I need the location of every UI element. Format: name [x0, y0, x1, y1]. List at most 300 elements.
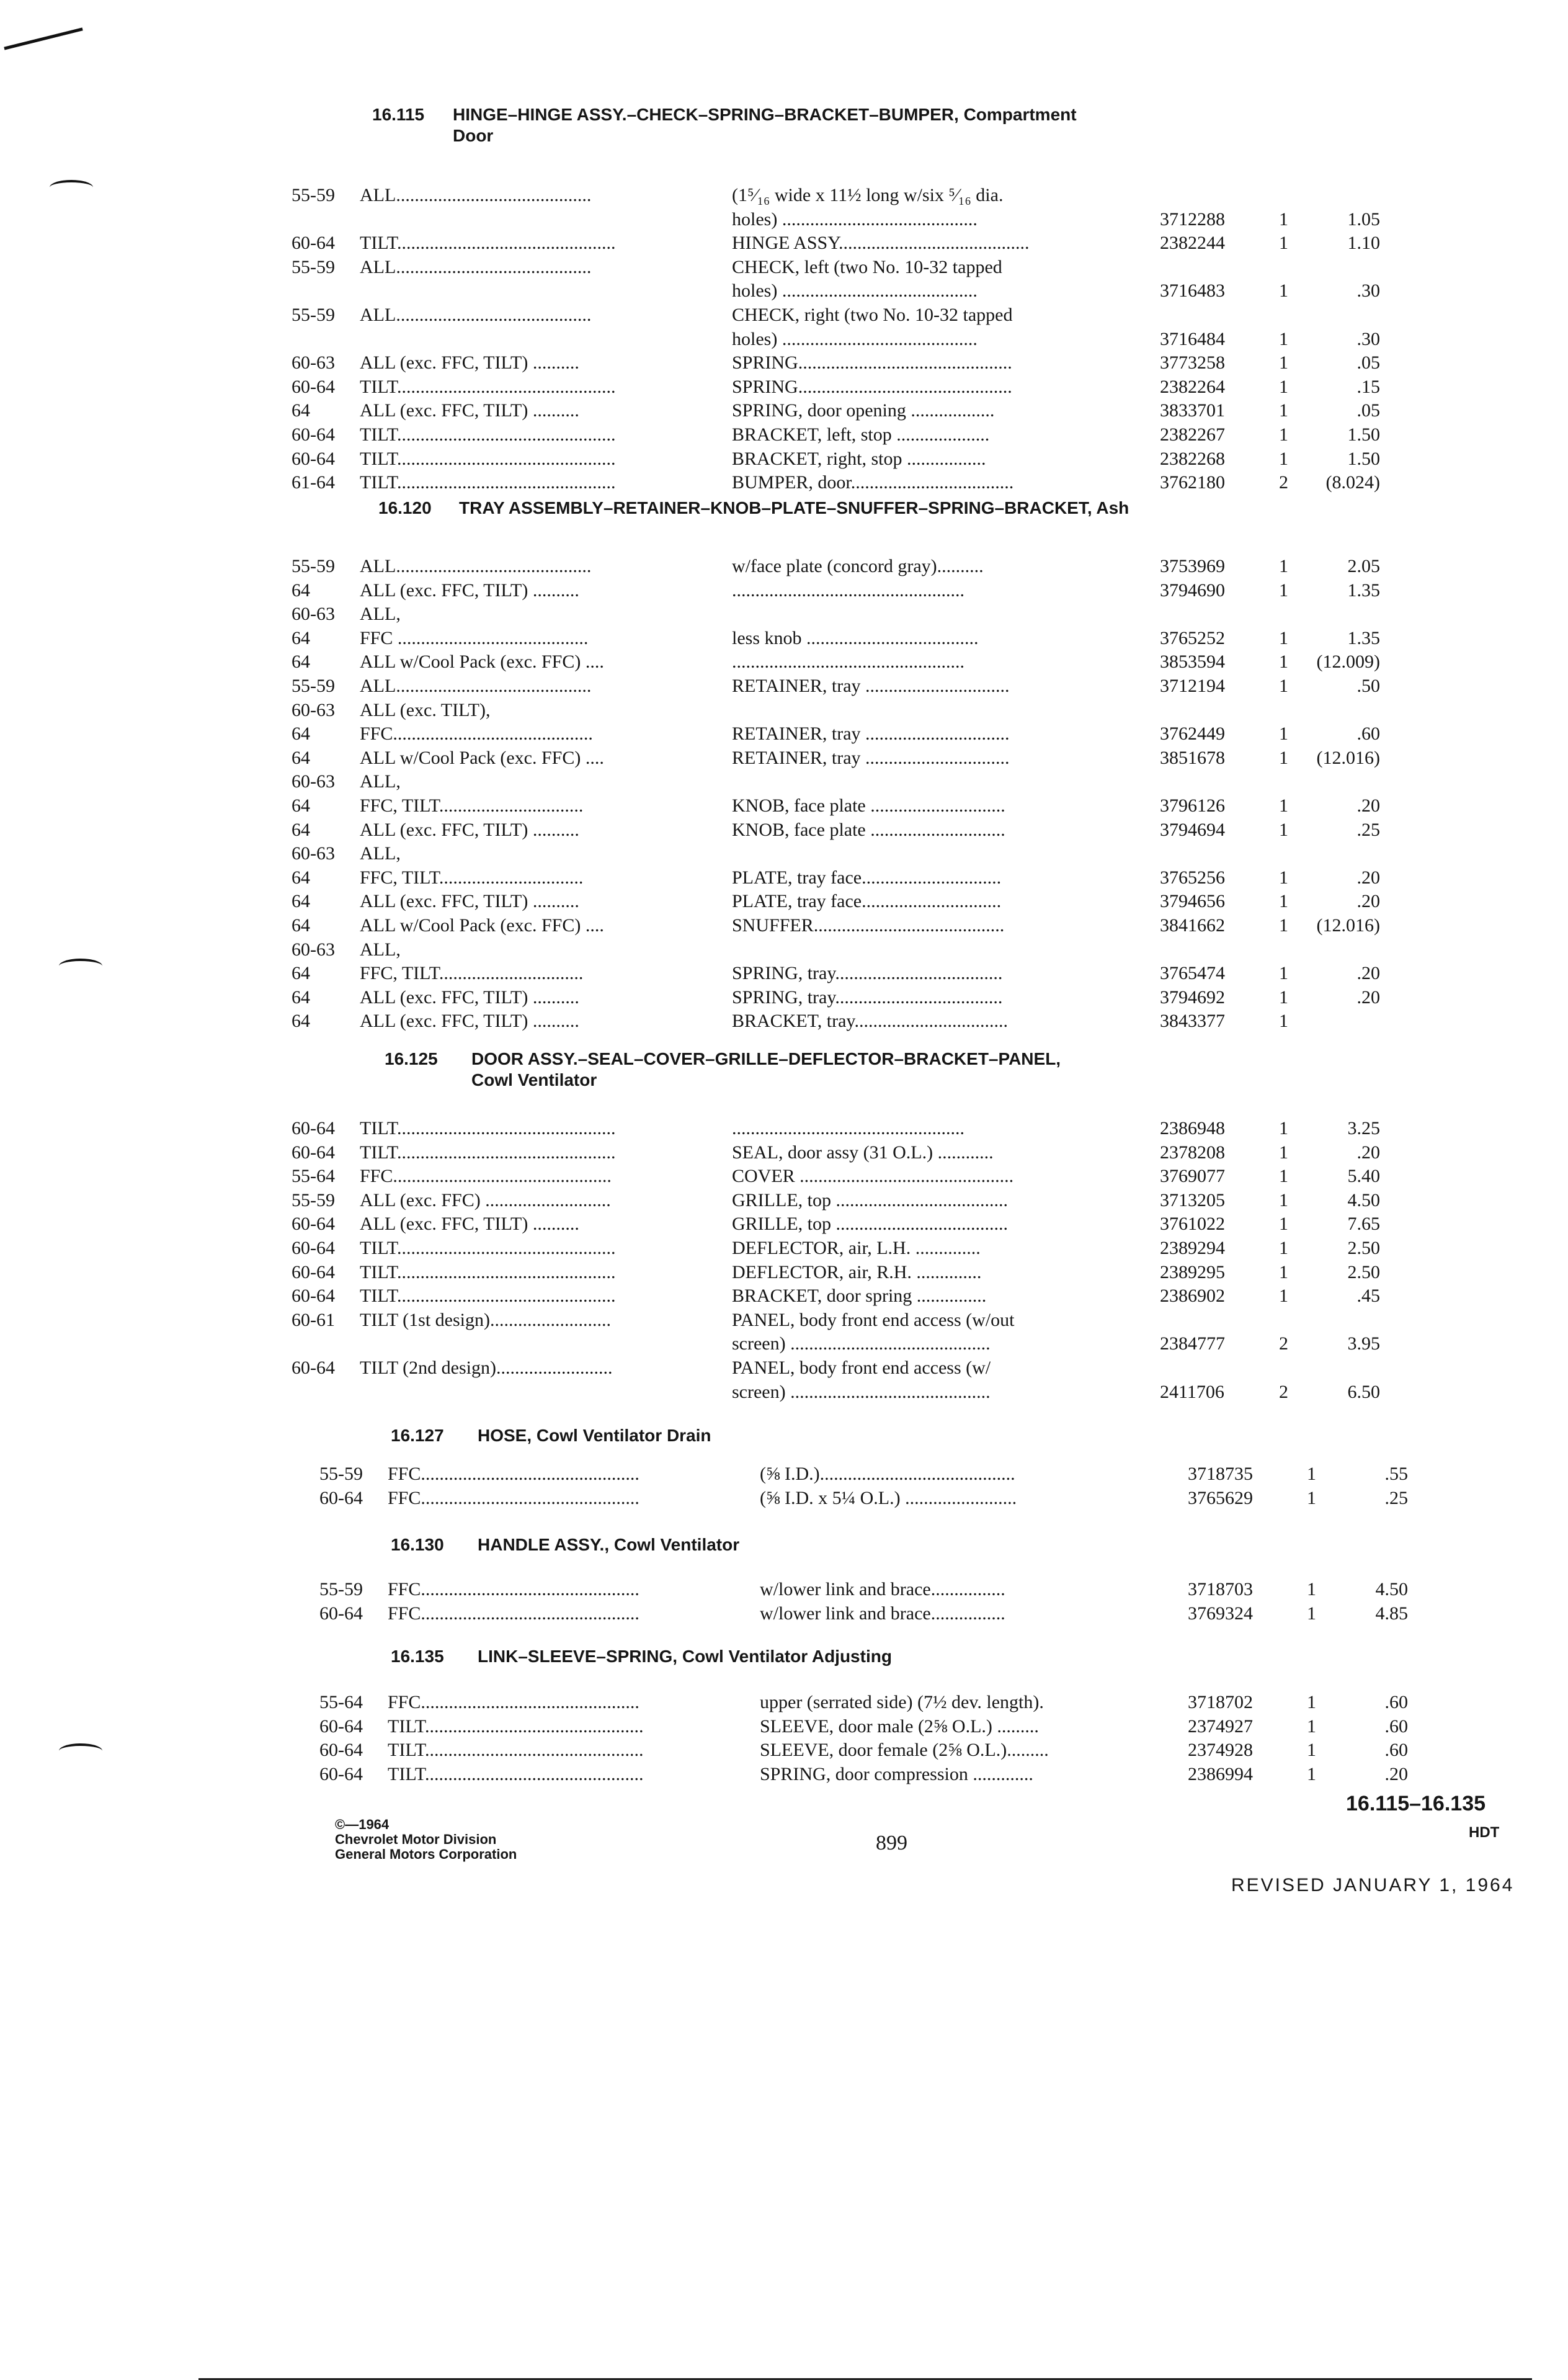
part-number: 3713205	[1160, 1189, 1225, 1210]
table-row	[292, 447, 1396, 472]
quantity: 1	[1279, 627, 1288, 648]
scan-mark	[4, 27, 82, 50]
part-description: KNOB, face plate .............................	[732, 819, 1005, 840]
part-description: holes) ..........................................	[732, 208, 978, 230]
model-year: 55-59	[292, 256, 335, 277]
list-price: .30	[1356, 280, 1380, 302]
part-description: CHECK, right (two No. 10-32 tapped	[732, 304, 1013, 325]
parts-table	[319, 1691, 1423, 1786]
table-row	[292, 938, 1396, 962]
quantity: 1	[1279, 986, 1288, 1008]
model-year: 60-64	[292, 233, 335, 254]
model-applicability: TILT...............................................	[388, 1740, 644, 1761]
list-price: 4.50	[1375, 1579, 1408, 1599]
table-row	[292, 627, 1396, 651]
quantity: 1	[1279, 376, 1288, 397]
part-number: 3753969	[1160, 556, 1225, 576]
model-year: 60-63	[292, 699, 335, 720]
part-description: BRACKET, right, stop .................	[732, 448, 986, 469]
model-applicability: TILT...............................................	[360, 233, 616, 254]
model-applicability: ALL..........................................	[360, 675, 592, 696]
part-number: 2374928	[1188, 1740, 1253, 1761]
part-number: 2374927	[1188, 1716, 1253, 1737]
part-description: ..................................................	[732, 579, 964, 601]
model-applicability: FFC...............................................	[388, 1692, 639, 1712]
model-applicability: ALL,	[360, 771, 401, 792]
quantity: 1	[1279, 1214, 1288, 1235]
model-applicability: FFC .........................................	[360, 627, 589, 648]
part-description: GRILLE, top .....................................	[732, 1214, 1008, 1235]
table-row	[319, 1462, 1423, 1487]
model-applicability: FFC...............................................	[388, 1603, 639, 1624]
model-applicability: ALL (exc. FFC, TILT) ..........	[360, 891, 579, 912]
part-description: SPRING..............................................	[732, 376, 1012, 397]
model-year: 55-59	[292, 675, 335, 696]
list-price: 4.50	[1347, 1189, 1380, 1210]
part-number: 3716483	[1160, 280, 1225, 302]
list-price: .20	[1356, 891, 1380, 912]
parts-table	[319, 1578, 1423, 1626]
model-year: 55-59	[319, 1579, 363, 1599]
table-row	[292, 184, 1396, 208]
table-row	[292, 1284, 1396, 1309]
page-number: 899	[876, 1832, 907, 1854]
parts-table	[292, 184, 1396, 495]
list-price: .30	[1356, 328, 1380, 349]
part-number: 2386902	[1160, 1286, 1225, 1307]
model-applicability: FFC...............................................	[388, 1487, 639, 1508]
model-year: 64	[292, 627, 310, 648]
part-number: 3765252	[1160, 627, 1225, 648]
model-applicability: TILT...............................................	[360, 1118, 616, 1139]
table-row	[292, 962, 1396, 986]
part-number: 2389294	[1160, 1237, 1225, 1258]
table-row	[292, 1356, 1396, 1380]
section-number: 16.135	[391, 1647, 444, 1666]
parts-table	[319, 1462, 1423, 1510]
model-applicability: FFC...............................................	[360, 1166, 612, 1187]
part-description: ..................................................	[732, 1118, 964, 1139]
table-row	[292, 1332, 1396, 1356]
list-price: (12.016)	[1316, 915, 1380, 936]
table-row	[292, 208, 1396, 232]
quantity: 1	[1279, 556, 1288, 576]
table-row	[292, 328, 1396, 352]
table-row	[292, 1237, 1396, 1261]
section-number: 16.115	[372, 105, 425, 124]
table-row	[292, 674, 1396, 699]
table-row	[319, 1738, 1423, 1763]
model-year: 60-64	[292, 376, 335, 397]
part-number: 2411706	[1160, 1381, 1224, 1402]
model-year: 64	[292, 867, 310, 888]
part-description: GRILLE, top .....................................	[732, 1189, 1008, 1210]
list-price: 4.85	[1375, 1603, 1408, 1624]
model-applicability: TILT...............................................	[360, 1261, 616, 1282]
list-price: 1.05	[1347, 208, 1380, 230]
model-applicability: ALL w/Cool Pack (exc. FFC) ....	[360, 915, 604, 936]
model-applicability: ALL..........................................	[360, 556, 592, 576]
list-price: .20	[1356, 867, 1380, 888]
part-number: 3843377	[1160, 1011, 1225, 1032]
parts-table	[292, 1117, 1396, 1404]
quantity: 1	[1307, 1740, 1316, 1761]
model-year: 60-63	[292, 352, 335, 374]
part-description: less knob .....................................	[732, 627, 979, 648]
section-range: 16.115–16.135	[1346, 1792, 1486, 1815]
model-year: 55-59	[292, 1189, 335, 1210]
part-number: 3841662	[1160, 915, 1225, 936]
quantity: 1	[1279, 448, 1288, 469]
quantity: 1	[1279, 233, 1288, 254]
section-number: 16.120	[378, 498, 432, 517]
part-number: 3851678	[1160, 747, 1225, 768]
list-price: .55	[1384, 1464, 1408, 1484]
model-year: 64	[292, 723, 310, 745]
part-number: 3716484	[1160, 328, 1225, 349]
part-description: screen) ...........................................	[732, 1381, 991, 1402]
model-year: 60-64	[292, 1357, 335, 1378]
model-year: 55-59	[292, 556, 335, 576]
part-number: 3765474	[1160, 963, 1225, 984]
quantity: 1	[1279, 891, 1288, 912]
scan-mark	[59, 959, 102, 973]
quantity: 1	[1279, 1189, 1288, 1210]
list-price: 1.10	[1347, 233, 1380, 254]
model-applicability: ALL,	[360, 939, 401, 960]
model-year: 60-64	[292, 1261, 335, 1282]
table-row	[292, 1117, 1396, 1141]
quantity: 1	[1279, 1286, 1288, 1307]
quantity: 1	[1279, 352, 1288, 374]
quantity: 2	[1279, 472, 1288, 493]
table-row	[292, 399, 1396, 423]
list-price: 1.35	[1347, 627, 1380, 648]
model-applicability: FFC...............................................	[388, 1464, 639, 1484]
part-number: 3762449	[1160, 723, 1225, 745]
part-description: RETAINER, tray ...............................	[732, 675, 1010, 696]
table-row	[292, 1212, 1396, 1237]
part-number: 3769324	[1188, 1603, 1253, 1624]
part-number: 3833701	[1160, 400, 1225, 421]
part-description: SPRING, door opening ..................	[732, 400, 995, 421]
table-row	[292, 1261, 1396, 1285]
part-number: 3761022	[1160, 1214, 1225, 1235]
model-year: 55-59	[292, 185, 335, 205]
part-description: BRACKET, tray.................................	[732, 1011, 1008, 1032]
model-applicability: TILT...............................................	[360, 1237, 616, 1258]
part-description: SPRING, tray....................................	[732, 963, 1003, 984]
model-applicability: FFC, TILT...............................	[360, 867, 584, 888]
scan-mark	[50, 180, 93, 195]
division-line: Chevrolet Motor Division	[335, 1832, 497, 1847]
quantity: 1	[1279, 1261, 1288, 1282]
model-applicability: TILT...............................................	[388, 1716, 644, 1737]
part-description: PLATE, tray face..............................	[732, 867, 1002, 888]
model-applicability: TILT...............................................	[360, 1286, 616, 1307]
model-applicability: TILT...............................................	[360, 376, 616, 397]
quantity: 1	[1279, 675, 1288, 696]
model-year: 60-64	[292, 1286, 335, 1307]
list-price: 3.25	[1347, 1118, 1380, 1139]
part-description: SPRING, tray....................................	[732, 986, 1003, 1008]
quantity: 1	[1279, 651, 1288, 673]
part-number: 2382244	[1160, 233, 1225, 254]
part-description: SLEEVE, door female (2⅝ O.L.).........	[760, 1740, 1049, 1761]
section-title: HINGE–HINGE ASSY.–CHECK–SPRING–BRACKET–BUMPER, Compartment	[453, 105, 1077, 124]
list-price: 2.50	[1347, 1237, 1380, 1258]
table-row	[319, 1715, 1423, 1739]
quantity: 1	[1279, 723, 1288, 745]
list-price: .50	[1356, 675, 1380, 696]
table-row	[292, 699, 1396, 723]
part-description: (⅝ I.D.)..........................................	[760, 1464, 1015, 1484]
parts-table	[292, 555, 1396, 1034]
part-number: 3712194	[1160, 675, 1225, 696]
quantity: 1	[1279, 424, 1288, 445]
part-number: 2389295	[1160, 1261, 1225, 1282]
model-applicability: FFC...............................................	[388, 1579, 639, 1599]
list-price: 1.50	[1347, 448, 1380, 469]
part-description: CHECK, left (two No. 10-32 tapped	[732, 256, 1002, 277]
part-number: 2384777	[1160, 1333, 1225, 1354]
part-number: 3794656	[1160, 891, 1225, 912]
list-price: .20	[1356, 795, 1380, 816]
corporation-line: General Motors Corporation	[335, 1846, 517, 1862]
model-year: 60-61	[292, 1309, 335, 1330]
part-number: 2378208	[1160, 1142, 1225, 1163]
table-row	[319, 1763, 1423, 1787]
table-row	[292, 256, 1396, 280]
part-number: 3718735	[1188, 1464, 1253, 1484]
quantity: 1	[1279, 867, 1288, 888]
list-price: .05	[1356, 400, 1380, 421]
model-year: 64	[292, 1011, 310, 1032]
table-row	[292, 1009, 1396, 1034]
table-row	[292, 722, 1396, 746]
table-row	[319, 1691, 1423, 1715]
part-number: 3718703	[1188, 1579, 1253, 1599]
part-description: SLEEVE, door male (2⅝ O.L.) .........	[760, 1716, 1039, 1737]
part-number: 2382264	[1160, 376, 1225, 397]
model-applicability: ALL,	[360, 604, 401, 625]
section-number: 16.130	[391, 1535, 444, 1554]
list-price: (12.016)	[1316, 747, 1380, 768]
list-price: .45	[1356, 1286, 1380, 1307]
part-description: RETAINER, tray ...............................	[732, 723, 1010, 745]
table-row	[319, 1487, 1423, 1511]
section-title: LINK–SLEEVE–SPRING, Cowl Ventilator Adjusting	[478, 1647, 892, 1666]
part-number: 3794694	[1160, 819, 1225, 840]
part-description: KNOB, face plate .............................	[732, 795, 1005, 816]
quantity: 1	[1279, 1166, 1288, 1187]
model-applicability: ALL w/Cool Pack (exc. FFC) ....	[360, 651, 604, 673]
model-applicability: TILT...............................................	[388, 1763, 644, 1784]
table-row	[292, 231, 1396, 256]
model-year: 60-64	[292, 1142, 335, 1163]
model-year: 64	[292, 579, 310, 601]
model-year: 60-64	[319, 1740, 363, 1761]
model-year: 60-64	[292, 1118, 335, 1139]
quantity: 1	[1279, 280, 1288, 302]
model-year: 64	[292, 795, 310, 816]
section-subtitle: Door	[453, 126, 494, 145]
model-year: 60-63	[292, 939, 335, 960]
part-description: BRACKET, door spring ...............	[732, 1286, 987, 1307]
part-description: BUMPER, door...................................	[732, 472, 1014, 493]
part-description: SNUFFER.........................................	[732, 915, 1005, 936]
section-subtitle: Cowl Ventilator	[471, 1070, 597, 1089]
table-row	[292, 303, 1396, 328]
model-applicability: ALL (exc. TILT),	[360, 699, 491, 720]
model-year: 60-63	[292, 771, 335, 792]
list-price: 1.35	[1347, 579, 1380, 601]
part-number: 3794690	[1160, 579, 1225, 601]
quantity: 1	[1279, 963, 1288, 984]
model-applicability: FFC, TILT...............................	[360, 795, 584, 816]
model-year: 60-63	[292, 843, 335, 864]
list-price: 3.95	[1347, 1333, 1380, 1354]
table-row	[292, 794, 1396, 818]
model-applicability: ALL (exc. FFC, TILT) ..........	[360, 819, 579, 840]
list-price: .60	[1384, 1692, 1408, 1712]
part-description: PANEL, body front end access (w/	[732, 1357, 991, 1378]
list-price: 1.50	[1347, 424, 1380, 445]
quantity: 1	[1279, 208, 1288, 230]
part-description: ..................................................	[732, 651, 964, 673]
part-description: DEFLECTOR, air, R.H. ..............	[732, 1261, 982, 1282]
model-applicability: ALL (exc. FFC, TILT) ..........	[360, 400, 579, 421]
model-year: 61-64	[292, 472, 335, 493]
part-description: SPRING, door compression .............	[760, 1763, 1033, 1784]
table-row	[319, 1602, 1423, 1626]
table-row	[292, 1165, 1396, 1189]
list-price: 5.40	[1347, 1166, 1380, 1187]
quantity: 1	[1307, 1464, 1316, 1484]
model-year: 60-64	[319, 1603, 363, 1624]
list-price: .15	[1356, 376, 1380, 397]
table-row	[292, 555, 1396, 579]
quantity: 1	[1307, 1692, 1316, 1712]
section-number: 16.127	[391, 1426, 444, 1445]
table-row	[292, 818, 1396, 843]
section-title: DOOR ASSY.–SEAL–COVER–GRILLE–DEFLECTOR–BRACKET–PANEL,	[471, 1049, 1061, 1068]
part-number: 3796126	[1160, 795, 1225, 816]
model-applicability: ALL,	[360, 843, 401, 864]
model-applicability: ALL (exc. FFC, TILT) ..........	[360, 986, 579, 1008]
list-price: .05	[1356, 352, 1380, 374]
section-title: TRAY ASSEMBLY–RETAINER–KNOB–PLATE–SNUFFER–SPRING–BRACKET, Ash	[459, 498, 1129, 517]
quantity: 2	[1279, 1333, 1288, 1354]
quantity: 1	[1279, 747, 1288, 768]
model-applicability: ALL (exc. FFC, TILT) ..........	[360, 1214, 579, 1235]
list-price: .60	[1356, 723, 1380, 745]
part-number: 3853594	[1160, 651, 1225, 673]
list-price: 6.50	[1347, 1381, 1380, 1402]
part-number: 3765629	[1188, 1487, 1253, 1508]
model-applicability: TILT (2nd design).........................	[360, 1357, 613, 1378]
quantity: 2	[1279, 1381, 1288, 1402]
quantity: 1	[1279, 1118, 1288, 1139]
model-applicability: TILT (1st design)..........................	[360, 1309, 611, 1330]
model-applicability: ALL..........................................	[360, 185, 592, 205]
quantity: 1	[1307, 1763, 1316, 1784]
list-price: .20	[1384, 1763, 1408, 1784]
copyright-line: ©—1964	[335, 1817, 390, 1832]
list-price: .25	[1384, 1487, 1408, 1508]
table-row	[292, 351, 1396, 375]
part-description: PLATE, tray face..............................	[732, 891, 1002, 912]
page-code: HDT	[1469, 1824, 1500, 1841]
table-row	[292, 423, 1396, 447]
table-row	[292, 986, 1396, 1010]
model-year: 60-64	[292, 424, 335, 445]
part-description: HINGE ASSY.........................................	[732, 233, 1030, 254]
model-applicability: ALL w/Cool Pack (exc. FFC) ....	[360, 747, 604, 768]
model-year: 55-64	[319, 1692, 363, 1712]
model-year: 60-64	[292, 1214, 335, 1235]
model-year: 60-63	[292, 604, 335, 625]
list-price: (8.024)	[1325, 472, 1380, 493]
model-applicability: FFC, TILT...............................	[360, 963, 584, 984]
part-number: 3794692	[1160, 986, 1225, 1008]
table-row	[292, 375, 1396, 400]
table-row	[292, 279, 1396, 303]
model-applicability: ALL (exc. FFC, TILT) ..........	[360, 1011, 579, 1032]
table-row	[292, 602, 1396, 627]
part-number: 3718702	[1188, 1692, 1253, 1712]
part-description: upper (serrated side) (7½ dev. length).	[760, 1692, 1044, 1712]
part-description: SPRING..............................................	[732, 352, 1012, 374]
model-year: 60-64	[319, 1487, 363, 1508]
part-description: w/lower link and brace................	[760, 1579, 1005, 1599]
part-description: BRACKET, left, stop ....................	[732, 424, 990, 445]
quantity: 1	[1279, 1237, 1288, 1258]
part-number: 3765256	[1160, 867, 1225, 888]
part-description: DEFLECTOR, air, L.H. ..............	[732, 1237, 981, 1258]
table-row	[292, 1189, 1396, 1213]
list-price: 2.50	[1347, 1261, 1380, 1282]
part-description: holes) ..........................................	[732, 280, 978, 302]
model-year: 64	[292, 747, 310, 768]
model-applicability: ALL (exc. FFC, TILT) ..........	[360, 352, 579, 374]
part-number: 2386994	[1188, 1763, 1253, 1784]
table-row	[292, 866, 1396, 890]
part-description: COVER ..............................................	[732, 1166, 1014, 1187]
quantity: 1	[1307, 1487, 1316, 1508]
quantity: 1	[1279, 1142, 1288, 1163]
part-description: (1⁵⁄₁₆ wide x 11½ long w/six ⁵⁄₁₆ dia.	[732, 185, 1004, 205]
quantity: 1	[1279, 1011, 1288, 1032]
model-applicability: FFC...........................................	[360, 723, 593, 745]
list-price: 7.65	[1347, 1214, 1380, 1235]
model-year: 60-64	[292, 448, 335, 469]
quantity: 1	[1279, 328, 1288, 349]
list-price: .25	[1356, 819, 1380, 840]
table-row	[292, 471, 1396, 495]
table-row	[292, 842, 1396, 866]
model-year: 64	[292, 963, 310, 984]
list-price: .60	[1384, 1716, 1408, 1737]
part-number: 2382268	[1160, 448, 1225, 469]
table-row	[292, 746, 1396, 771]
table-row	[292, 890, 1396, 914]
section-number: 16.125	[385, 1049, 438, 1068]
list-price: .20	[1356, 1142, 1380, 1163]
model-year: 60-64	[319, 1716, 363, 1737]
model-applicability: ALL..........................................	[360, 304, 592, 325]
model-year: 60-64	[292, 1237, 335, 1258]
